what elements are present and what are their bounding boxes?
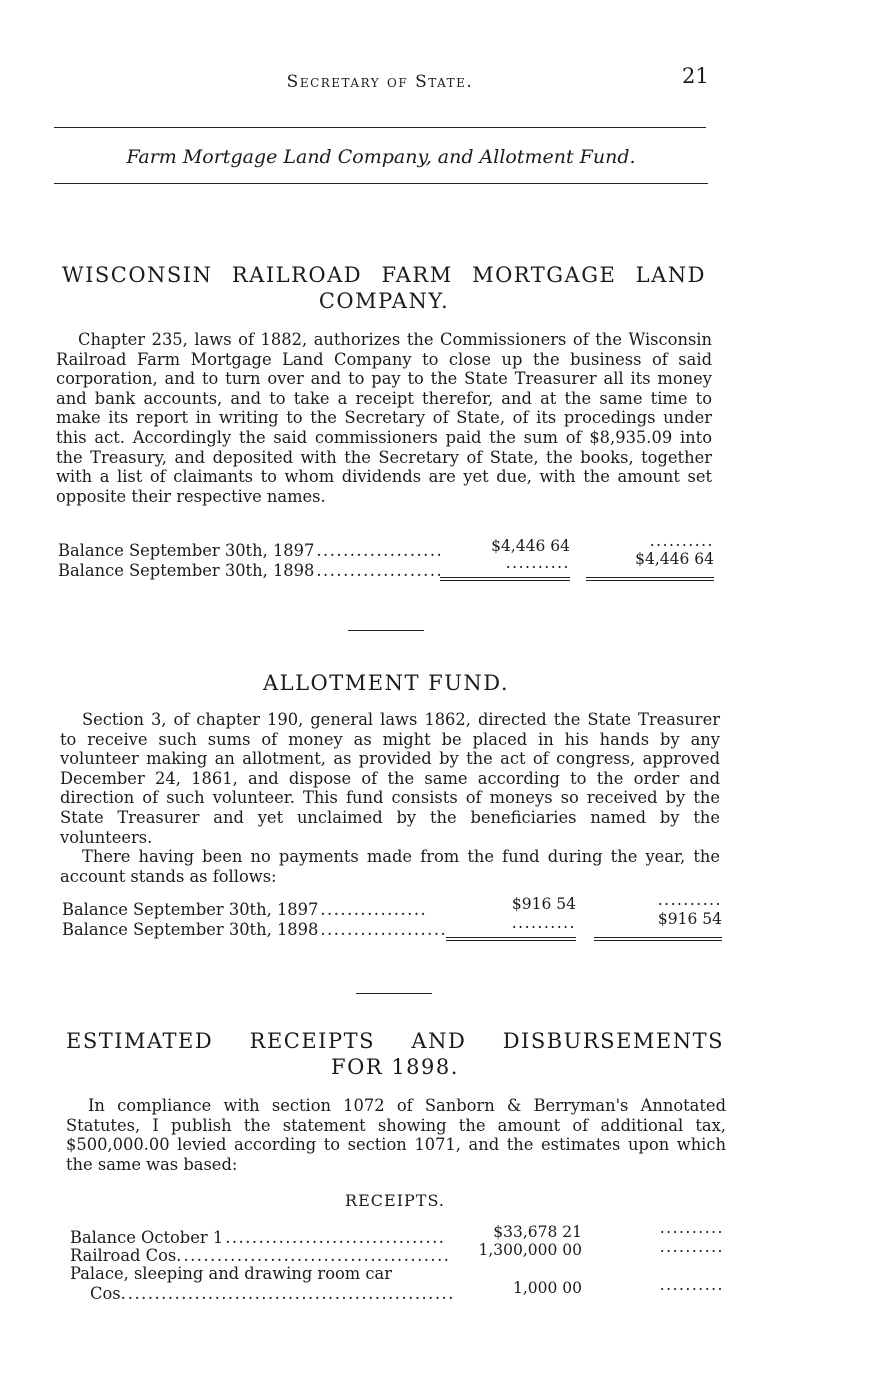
ledger-amount: $4,446 64 [491, 537, 570, 555]
ledger-fill: .......... [511, 914, 576, 932]
ledger-amount: 1,000 00 [512, 1279, 582, 1297]
ledger-amount: $916 54 [657, 910, 722, 928]
ledger-fill: .......... [505, 554, 570, 572]
ledger-fill: .......... [657, 891, 722, 909]
ledger-amount: $916 54 [511, 895, 576, 913]
section3-title-line2: FOR 1898. [331, 1055, 459, 1079]
row-label-text: Balance September 30th, 1897 [62, 900, 319, 919]
section3-title-line1: ESTIMATED RECEIPTS AND DISBURSEMENTS [66, 1029, 724, 1053]
total-rule [440, 577, 570, 581]
row-label-text: Balance September 30th, 1897 [58, 541, 315, 560]
section3-title [66, 1028, 724, 1080]
ledger-amount: $4,446 64 [635, 550, 714, 568]
ledger-row-label [62, 900, 428, 920]
section1-paragraph [56, 330, 712, 506]
ledger-amount: 1,300,000 00 [478, 1241, 582, 1259]
ledger-row-label [62, 920, 446, 940]
row-label-text: Railroad Cos. [70, 1246, 182, 1265]
section-separator [348, 630, 424, 631]
ledger-fill: .......... [649, 532, 714, 550]
receipts-heading: RECEIPTS. [345, 1191, 445, 1210]
total-rule [586, 577, 714, 581]
section2-text1: Section 3, of chapter 190, general laws 1862, directed the State Treasurer to receive such sums of money as might be placed in his hands by any volunteer making an allotment, as provided by the act of congress, approved December 24, 1861, and dispose of the same according to the order and direction of such volunteer. This fund consists of moneys so received by the State Treasurer and yet unclaimed by the beneficiaries named by the volunteers. [60, 710, 720, 847]
leader-dots [183, 1246, 450, 1266]
page-number: 21 [682, 64, 709, 88]
section1-title-line2: COMPANY. [318, 289, 450, 313]
section2-title: ALLOTMENT FUND. [262, 671, 510, 695]
section-separator [356, 993, 432, 994]
ledger-row-label [70, 1246, 450, 1266]
section-subtitle: Farm Mortgage Land Company, and Allotment Fund. [126, 146, 636, 168]
ledger-row-label-line1: Palace, sleeping and drawing room car [70, 1264, 393, 1283]
total-rule [446, 937, 576, 941]
section1-text: Chapter 235, laws of 1882, authorizes the Commissioners of the Wisconsin Railroad Farm Mortgage Land Company to close up the business of said corporation, and to turn over and to pay to the State Treasurer all its money and bank accounts, and to take a receipt therefor, and at the same time to make its report in writing to the Secretary of State, of its procedings under this act. Accordingly the said commissioners paid the sum of $8,935.09 into the Treasury, and deposited with the Secretary of State, the books, together with a list of claimants to whom dividends are yet due, with the amount set opposite their respective names. [56, 330, 712, 506]
section3-text: In compliance with section 1072 of Sanborn & Berryman's Annotated Statutes, I publish the statement showing the amount of additional tax, $500,000.00 levied according to section 1071, and the estimates upon which the same was based: [66, 1096, 726, 1174]
ledger-row-label [58, 541, 440, 561]
ledger-amount: $33,678 21 [493, 1223, 582, 1241]
ledger-fill: .......... [659, 1219, 724, 1237]
leader-dots [316, 541, 440, 561]
header-rule-bottom [54, 183, 708, 184]
leader-dots [316, 561, 440, 581]
leader-dots [320, 920, 446, 940]
running-title: Secretary of State. [286, 72, 474, 92]
total-rule [594, 937, 722, 941]
leader-dots [320, 900, 428, 920]
row-label-text: Balance September 30th, 1898 [62, 920, 319, 939]
ledger-row-label [90, 1284, 452, 1304]
header-rule-top [54, 127, 706, 128]
section2-text2: There having been no payments made from the fund during the year, the account stands as follows: [60, 847, 720, 886]
ledger-fill: .......... [659, 1276, 724, 1294]
row-label-text: Cos. [90, 1284, 126, 1303]
section2-paragraphs [60, 710, 720, 886]
ledger-row-label [70, 1228, 446, 1248]
section1-title [62, 262, 706, 314]
leader-dots [225, 1228, 446, 1248]
ledger-row-label [58, 561, 440, 581]
section1-title-line1: WISCONSIN RAILROAD FARM MORTGAGE LAND [62, 263, 706, 287]
section3-paragraph [66, 1096, 726, 1174]
ledger-fill: .......... [659, 1238, 724, 1256]
row-label-text: Balance September 30th, 1898 [58, 561, 315, 580]
row-label-text: Balance October 1 [70, 1228, 224, 1247]
leader-dots [128, 1284, 452, 1304]
